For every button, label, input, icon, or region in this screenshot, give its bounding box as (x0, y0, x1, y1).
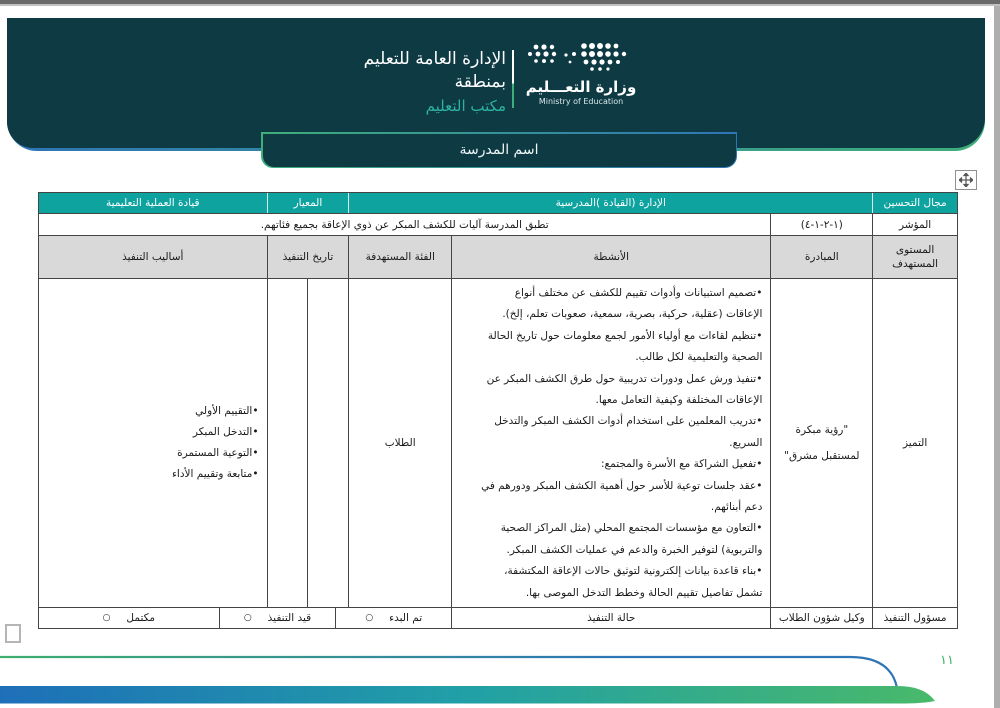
ministry-logo-dots-icon (522, 42, 640, 72)
activity-line: الصحية والتعليمية لكل طالب. (635, 351, 763, 364)
exec-date-end-cell[interactable] (268, 279, 308, 607)
indicator-code[interactable]: (١-٢-١-٤) (770, 214, 872, 235)
activity-line: الإعاقات (عقلية، حركية، بصرية، سمعية، صعوبات تعلم، إلخ). (502, 308, 763, 321)
directorate-line2: بمنطقة (454, 72, 506, 92)
activity-line: •تنظيم لقاءات مع أولياء الأمور لجمع معلومات حول تاريخ الحالة (487, 329, 763, 342)
activity-line: •تفعيل الشراكة مع الأسرة والمجتمع: (601, 458, 763, 471)
status-option-label: مكتمل (126, 612, 156, 624)
exec-officer-label[interactable]: مسؤول التنفيذ (872, 608, 957, 628)
directorate-text-block (252, 48, 506, 117)
improvement-area-header[interactable]: مجال التحسين (872, 193, 957, 213)
status-option-complete[interactable] (39, 608, 219, 628)
target-level-value[interactable]: التميز (872, 279, 957, 607)
status-option-in-progress[interactable] (219, 608, 336, 628)
ministry-name-arabic: وزارة التعـــليم (525, 78, 637, 96)
initiative-line: "رؤية مبكرة (795, 424, 849, 436)
exec-methods-list[interactable] (39, 279, 267, 607)
improvement-area-value[interactable]: الإدارة (القيادة )المدرسية (348, 193, 872, 213)
target-group-header[interactable]: الفئة المستهدفة (348, 236, 451, 278)
exec-officer-value[interactable]: وكيل شؤون الطلاب (770, 608, 872, 628)
ministry-name-english: Ministry of Education (538, 97, 624, 106)
footer-decoration (0, 648, 1000, 708)
column-headers-row (39, 236, 957, 279)
radio-circle-icon[interactable]: ○ (365, 613, 374, 623)
method-line: •التقييم الأولي (195, 405, 259, 417)
page-number: ١١ (940, 653, 954, 668)
activity-line: •بناء قاعدة بيانات إلكترونية لتوثيق حالات الإعاقة المكتشفة، (504, 565, 763, 578)
criterion-value[interactable]: قيادة العملية التعليمية (39, 193, 267, 213)
radio-circle-icon[interactable]: ○ (243, 613, 252, 623)
activities-header[interactable]: الأنشطة (451, 236, 770, 278)
exec-date-start-cell[interactable] (307, 279, 348, 607)
indicator-label[interactable]: المؤشر (872, 214, 957, 235)
method-line: •التدخل المبكر (192, 426, 259, 438)
radio-circle-icon[interactable]: ○ (102, 613, 111, 623)
window-right-edge (994, 6, 1000, 708)
initiative-value[interactable] (770, 279, 872, 607)
plan-content-row (39, 279, 957, 608)
logo-separator-line (512, 50, 514, 108)
indicator-text[interactable]: تطبق المدرسة آليات للكشف المبكر عن ذوي الإعاقة بجميع فئاتهم. (260, 218, 549, 231)
ministry-logo (520, 42, 642, 106)
activity-line: دعم أبنائهم. (710, 501, 763, 514)
status-option-label: تم البدء (389, 612, 423, 624)
school-name-label[interactable]: اسم المدرسة (263, 134, 736, 167)
anchor-checkbox[interactable] (5, 624, 21, 643)
initiative-header[interactable]: المبادرة (770, 236, 872, 278)
status-option-label: قيد التنفيذ (267, 612, 312, 624)
table-header-row (39, 193, 957, 214)
school-name-tab[interactable] (261, 132, 737, 168)
activity-line: •تنفيذ ورش عمل ودورات تدريبية حول طرق الكشف المبكر عن (486, 372, 763, 385)
target-group-value[interactable]: الطلاب (348, 279, 451, 607)
exec-methods-header[interactable]: أساليب التنفيذ (39, 236, 267, 278)
activity-line: •تصميم استبيانات وأدوات تقييم للكشف عن مختلف أنواع (514, 287, 763, 299)
window-top-bar-shadow (0, 4, 1000, 6)
directorate-line1: الإدارة العامة للتعليم (363, 49, 506, 69)
method-line: •متابعة وتقييم الأداء (171, 468, 259, 480)
initiative-line: لمستقبل مشرق" (784, 450, 860, 462)
activity-line: •التعاون مع مؤسسات المجتمع المحلي (مثل المراكز الصحية (500, 522, 763, 535)
target-level-header[interactable]: المستوى المستهدف (872, 236, 957, 278)
footer-thin-line (0, 657, 897, 688)
move-arrows-icon (959, 173, 973, 187)
status-row (39, 608, 957, 628)
improvement-plan-table (38, 192, 958, 629)
activity-line: •تدريب المعلمين على استخدام أدوات الكشف المبكر والتدخل (494, 415, 763, 428)
activity-line: الإعاقات المختلفة وكيفية التعامل معها. (595, 394, 763, 407)
table-move-handle[interactable] (955, 170, 977, 190)
footer-thick-bar (0, 686, 935, 704)
activities-list[interactable] (451, 279, 770, 607)
activity-line: السريع. (729, 436, 763, 449)
activity-line: والتربوية) لتوفير الخبرة والدعم في عمليات الكشف المبكر. (506, 543, 763, 556)
exec-date-cells (267, 279, 349, 607)
education-office-label: مكتب التعليم (425, 97, 506, 115)
indicator-row (39, 214, 957, 236)
status-option-started[interactable] (335, 608, 451, 628)
criterion-header[interactable]: المعيار (267, 193, 349, 213)
exec-date-header[interactable]: تاريخ التنفيذ (267, 236, 349, 278)
exec-status-label[interactable]: حالة التنفيذ (451, 608, 770, 628)
method-line: •التوعية المستمرة (177, 447, 259, 459)
activity-line: •عقد جلسات توعية للأسر حول أهمية الكشف المبكر ودورهم في (481, 479, 763, 492)
activity-line: تشمل تفاصيل تقييم الحالة وخطط التدخل الموصى بها. (525, 586, 763, 599)
